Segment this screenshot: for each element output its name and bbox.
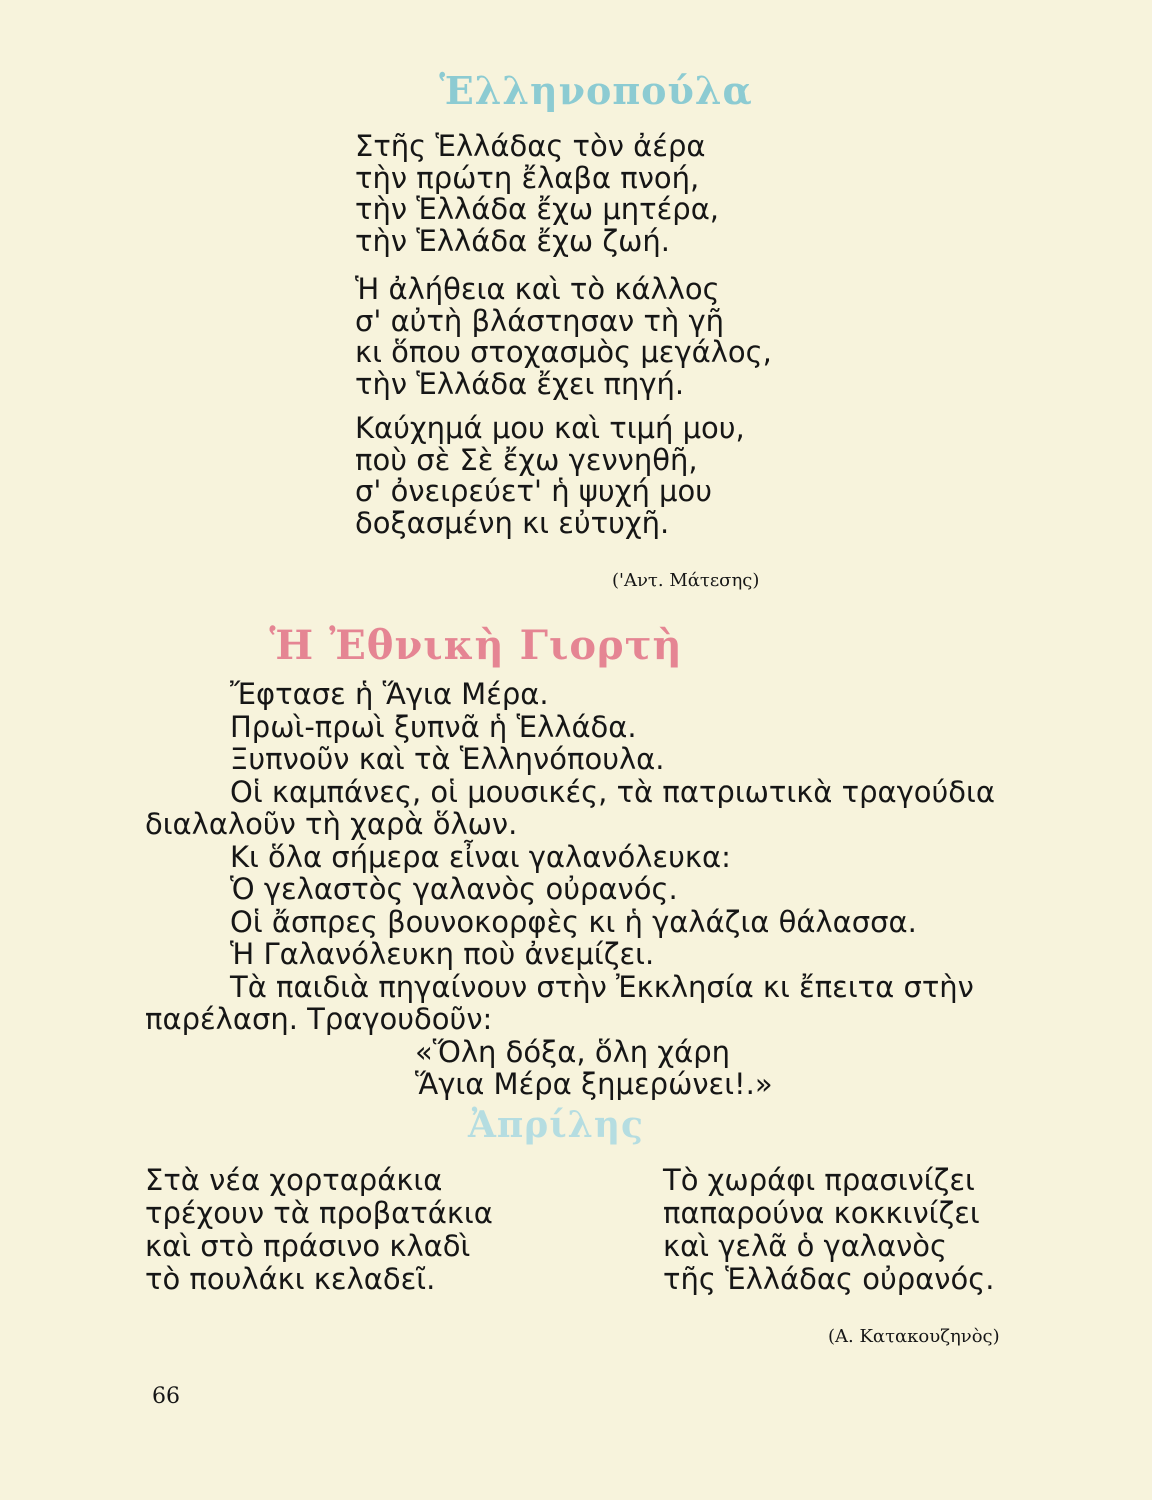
prose-line: Πρωὶ-πρωὶ ξυπνᾶ ἡ Ἑλλάδα. [230,709,637,744]
prose-line: Οἱ ἄσπρες βουνοκορφὲς κι ἡ γαλάζια θάλασσα. [230,904,917,939]
verse-line: τὴν πρώτη ἔλαβα πνοή, [355,160,700,195]
prose-line: παρέλαση. Τραγουδοῦν: [145,1002,493,1036]
prose-line: Ὁ γελαστὸς γαλανὸς οὐρανός. [230,872,678,906]
verse-line: δοξασμένη κι εὐτυχῆ. [355,505,670,540]
verse-line: Στῆς Ἑλλάδας τὸν ἀέρα [355,129,706,163]
poem-column-right [663,1164,994,1296]
verse-line: σ' ὀνειρεύετ' ἡ ψυχή μου [355,474,713,508]
verse-line: τὸ πουλάκι κελαδεῖ. [145,1262,436,1296]
prose-line: Ἔφτασε ἡ Ἅγια Μέρα. [230,677,549,711]
verse-line: Τὸ χωράφι πρασινίζει [663,1163,975,1197]
verse-line: Στὰ νέα χορταράκια [145,1163,443,1197]
prose-line: Ξυπνοῦν καὶ τὰ Ἑλληνόπουλα. [230,742,665,776]
verse-line: ποὺ σὲ Σὲ ἔχω γεννηθῆ, [355,442,698,477]
poem-stanza [355,274,772,400]
verse-line: Καύχημά μου καὶ τιμή μου, [355,411,745,445]
verse-line: τὴν Ἑλλάδα ἔχει πηγή. [355,366,685,401]
verse-line: Ἡ ἀλήθεια καὶ τὸ κάλλος [355,272,720,306]
poem-stanza [355,131,719,257]
poem-column-left [145,1164,493,1296]
prose-line: Οἱ καμπάνες, οἱ μουσικές, τὰ πατριωτικὰ τραγούδια [230,774,995,809]
prose-title-ethniki-giorti: Ἡ Ἐθνικὴ Γιορτὴ [269,622,683,669]
poem-title-ellinopoula: Ἑλληνοπούλα [439,68,753,113]
poem-author: (Α. Κατακουζηνὸς) [828,1326,1000,1347]
verse-line: κι ὅπου στοχασμὸς μεγάλος, [355,335,772,369]
prose-quote-line: Ἅγια Μέρα ξημερώνει!.» [415,1067,773,1101]
verse-line: καὶ γελᾶ ὁ γαλανὸς [663,1229,948,1263]
verse-line: παπαρούνα κοκκινίζει [663,1196,980,1230]
page-number: 66 [152,1384,180,1409]
verse-line: καὶ στὸ πράσινο κλαδὶ [145,1229,471,1263]
prose-quote-line: «Ὅλη δόξα, ὅλη χάρη [415,1034,731,1069]
prose-body [145,678,1025,1101]
prose-line: Κι ὅλα σήμερα εἶναι γαλανόλευκα: [230,839,731,874]
verse-line: σ' αὐτὴ βλάστησαν τὴ γῆ [355,303,725,338]
prose-line: Τὰ παιδιὰ πηγαίνουν στὴν Ἐκκλησία κι ἔπειτα στὴν [230,969,974,1004]
verse-line: τρέχουν τὰ προβατάκια [145,1196,493,1230]
verse-line: τὴν Ἑλλάδα ἔχω ζωή. [355,223,670,258]
prose-line: Ἡ Γαλανόλευκη ποὺ ἀνεμίζει. [230,937,655,971]
verse-line: τῆς Ἑλλάδας οὐρανός. [663,1262,995,1296]
verse-line: τὴν Ἑλλάδα ἔχω μητέρα, [355,192,720,226]
poem-title-aprilis: Ἀπρίλης [468,1104,644,1146]
poem-stanza [355,413,745,539]
poem-author: ('Αντ. Μάτεσης) [612,570,760,591]
prose-line: διαλαλοῦν τὴ χαρὰ ὅλων. [145,807,518,841]
